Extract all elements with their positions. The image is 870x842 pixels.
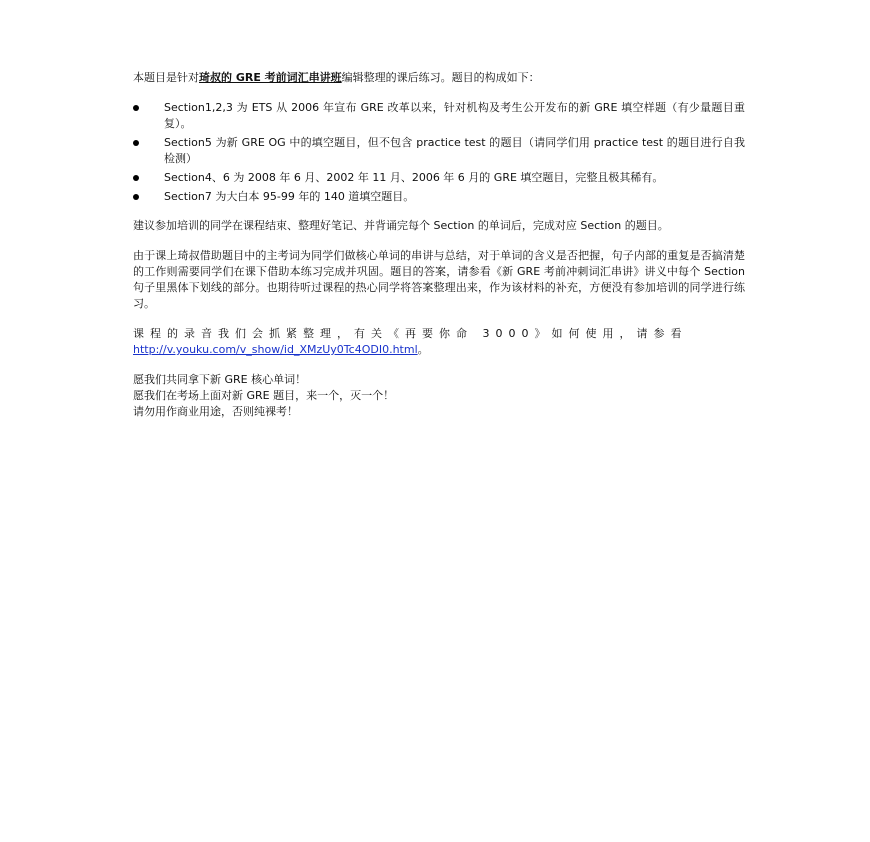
closing-line: 愿我们共同拿下新 GRE 核心单词！ — [133, 373, 307, 386]
list-item-text: Section1,2,3 为 ETS 从 2006 年宣布 GRE 改革以来，针对机构及考生公开发布的新 GRE 填空样题（有少量题目重复）。 — [164, 101, 745, 130]
document-body — [133, 70, 745, 420]
list-item-text: Section7 为大白本 95-99 年的 140 道填空题目。 — [164, 190, 415, 203]
recording-text: 课程的录音我们会抓紧整理，有关《再要你命 3000》如何使用，请参看 — [133, 327, 688, 340]
youku-link[interactable]: http://v.youku.com/v_show/id_XMzUy0Tc4ODI0.html — [133, 343, 418, 356]
list-item-text: Section5 为新 GRE OG 中的填空题目，但不包含 practice test 的题目（请同学们用 practice test 的题目进行自我检测） — [164, 136, 745, 165]
bullet-icon — [133, 194, 139, 200]
answers-paragraph: 由于课上琦叔借助题目中的主考词为同学们做核心单词的串讲与总结，对于单词的含义是否把握，句子内部的重复是否搞清楚的工作则需要同学们在课下借助本练习完成并巩固。题目的答案，请参看《新 GRE 考前冲刺词汇串讲》讲义中每个 Section 句子里黑体下划线的部分。也期待听过课程的热心同学将答案整理出来，作为该材料的补充，方便没有参加培训的同学进行练习。 — [133, 249, 745, 310]
course-name: 琦叔的 GRE 考前词汇串讲班 — [199, 71, 342, 84]
list-item — [133, 170, 745, 186]
bullet-icon — [133, 105, 139, 111]
recording-end: 。 — [417, 343, 429, 356]
list-item — [133, 100, 745, 132]
closing-line: 请勿用作商业用途，否则纯裸考！ — [133, 405, 298, 418]
intro-text-before: 本题目是针对 — [133, 71, 199, 84]
section-list — [133, 100, 745, 205]
bullet-icon — [133, 175, 139, 181]
intro-paragraph — [133, 70, 745, 86]
closing-line: 愿我们在考场上面对新 GRE 题目，来一个，灭一个！ — [133, 389, 395, 402]
list-item — [133, 189, 745, 205]
closing-lines — [133, 372, 745, 420]
bullet-icon — [133, 140, 139, 146]
suggestion-paragraph: 建议参加培训的同学在课程结束、整理好笔记、并背诵完每个 Section 的单词后，完成对应 Section 的题目。 — [133, 219, 669, 232]
list-item — [133, 135, 745, 167]
list-item-text: Section4、6 为 2008 年 6 月、2002 年 11 月、2006 年 6 月的 GRE 填空题目，完整且极其稀有。 — [164, 171, 664, 184]
intro-text-after: 编辑整理的课后练习。题目的构成如下： — [341, 71, 540, 84]
recording-paragraph — [133, 326, 745, 358]
